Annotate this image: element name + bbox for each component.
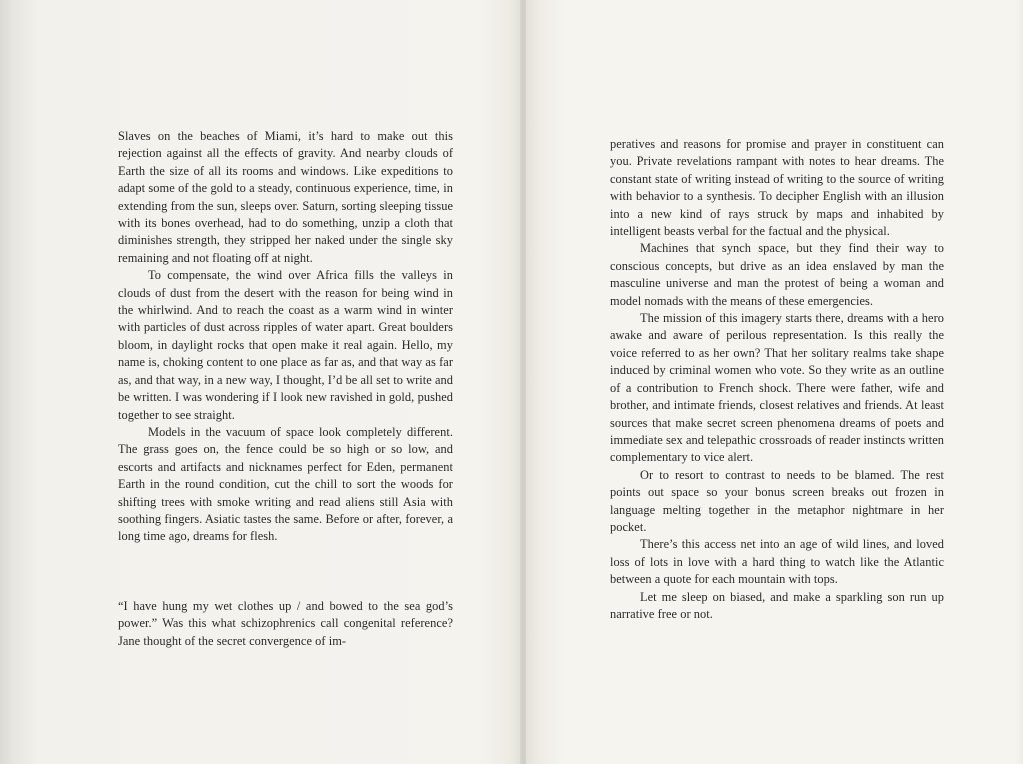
left-paragraph-1: Slaves on the beaches of Miami, it’s hard to make out this rejection against all the effects of gravity. And nearby clouds of Earth the size of all its rooms and windows. Like expeditions to adapt some of the gold to a steady, continuous experience, time, in extending from the sun, sleeps over. Saturn, sorting sleeping tissue with its bones overhead, had to do something, unzip a cloth that diminishes strength, they stripped her naked under the single sky remaining and not floating off at night. [118, 129, 453, 265]
right-paragraph-2: Machines that synch space, but they find their way to conscious concepts, but drive as an idea enslaved by man the masculine universe and man the protest of being a woman and model nomads with the means of these emergencies. [610, 241, 944, 308]
right-paragraph-1: peratives and reasons for promise and prayer in constituent can you. Private revelations rampant with notes to hear dreams. The constant state of writing instead of writing to the source of writing with behavior to a synthesis. To decipher English with an illusion into a new kind of rays struck by maps and inhabited by intelligent beasts verbal for the factual and the physical. [610, 137, 944, 239]
right-page-text [610, 136, 944, 623]
left-page-text [118, 128, 453, 546]
right-paragraph-5: There’s this access net into an age of wild lines, and loved loss of lots in love with a hard thing to watch like the Atlantic between a quote for each mountain with tops. [610, 537, 944, 587]
right-paragraph-6: Let me sleep on biased, and make a sparkling son run up narrative free or not. [610, 589, 944, 621]
left-section-2-paragraph: “I have hung my wet clothes up / and bowed to the sea god’s power.” Was this what schizophrenics call congenital reference? Jane thought of the secret convergence of im- [118, 599, 453, 648]
left-paragraph-2: To compensate, the wind over Africa fills the valleys in clouds of dust from the desert with the reason for being wind in the whirlwind. And to reach the coast as a warm wind in winter with particles of dust across ripples of water apart. Great boulders bloom, in daylight rocks that open make it real again. Hello, my name is, choking content to one place as far as, and that way as far as, and that way, in a new way, I thought, I’d be all set to write and be written. I was wondering if I look new ravished in gold, pushed together to see straight. [118, 268, 453, 422]
left-page-section-2 [118, 598, 453, 650]
left-paragraph-3: Models in the vacuum of space look completely different. The grass goes on, the fence could be so high or so low, and escorts and artifacts and nicknames perfect for Eden, permanent Earth in the round condition, cut the chill to sort the woods for shifting trees with smoke writing and read aliens still Asia with soothing fingers. Asiatic tastes the same. Before or after, forever, a long time ago, dreams for flesh. [118, 424, 453, 544]
right-paragraph-3: The mission of this imagery starts there, dreams with a hero awake and aware of perilous representation. Is this really the voice referred to as her own? That her solitary realms take shape induced by criminal women who vote. So they write as an outline of a contribution to French shock. There were father, wife and brother, and intimate friends, closest relatives and friends. At least sources that make secret screen phenomena dreams of poets and immediate sex and telepathic crossroads of reader instincts written complementary to vice alert. [610, 311, 944, 465]
right-paragraph-4: Or to resort to contrast to needs to be blamed. The rest points out space so your bonus screen breaks out frozen in language melting together in the metaphor nightmare in her pocket. [610, 467, 944, 534]
